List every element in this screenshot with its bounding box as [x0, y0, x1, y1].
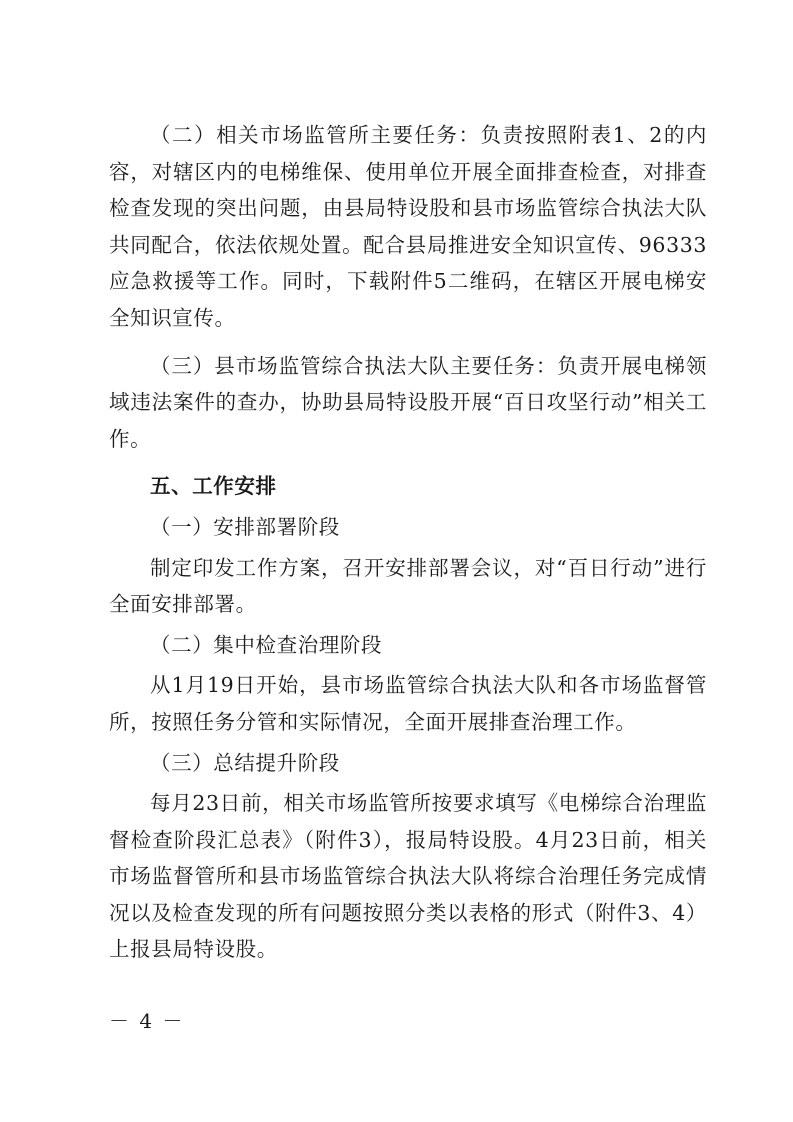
paragraph-inspection: 从1月19日开始，县市场监管综合执法大队和各市场监督管所，按照任务分管和实际情况，全面开展排查治理工作。: [109, 673, 707, 734]
heading-work-arrangement: 五、工作安排: [150, 474, 277, 499]
paragraph-deployment: 制定印发工作方案，召开安排部署会议，对“百日行动”进行全面安排部署。: [109, 555, 707, 617]
page-number: － 4 －: [109, 1009, 185, 1033]
document-body: [109, 117, 707, 968]
subheading-summary-stage: （三）总结提升阶段: [150, 750, 340, 775]
paragraph-market-office-tasks: （二）相关市场监管所主要任务：负责按照附表1、2的内容，对辖区内的电梯维保、使用单位开展全面排查检查，对排查检查发现的突出问题，由县局特设股和县市场监管综合执法大队共同配合，依法依规处置。配合县局推进安全知识宣传、96333应急救援等工作。同时，下载附件5二维码，在辖区开展电梯安全知识宣传。: [109, 123, 707, 330]
subheading-inspection-stage: （二）集中检查治理阶段: [150, 632, 383, 657]
subheading-deployment-stage: （一）安排部署阶段: [150, 514, 340, 539]
paragraph-summary: 每月23日前，相关市场监管所按要求填写《电梯综合治理监督检查阶段汇总表》（附件3），报局特设股。4月23日前，相关市场监督管所和县市场监管综合执法大队将综合治理任务完成情况以及检查发现的所有问题按照分类以表格的形式（附件3、4）上报县局特设股。: [109, 791, 707, 962]
paragraph-enforcement-team-tasks: （三）县市场监管综合执法大队主要任务：负责开展电梯领域违法案件的查办，协助县局特设股开展“百日攻坚行动”相关工作。: [109, 353, 707, 451]
